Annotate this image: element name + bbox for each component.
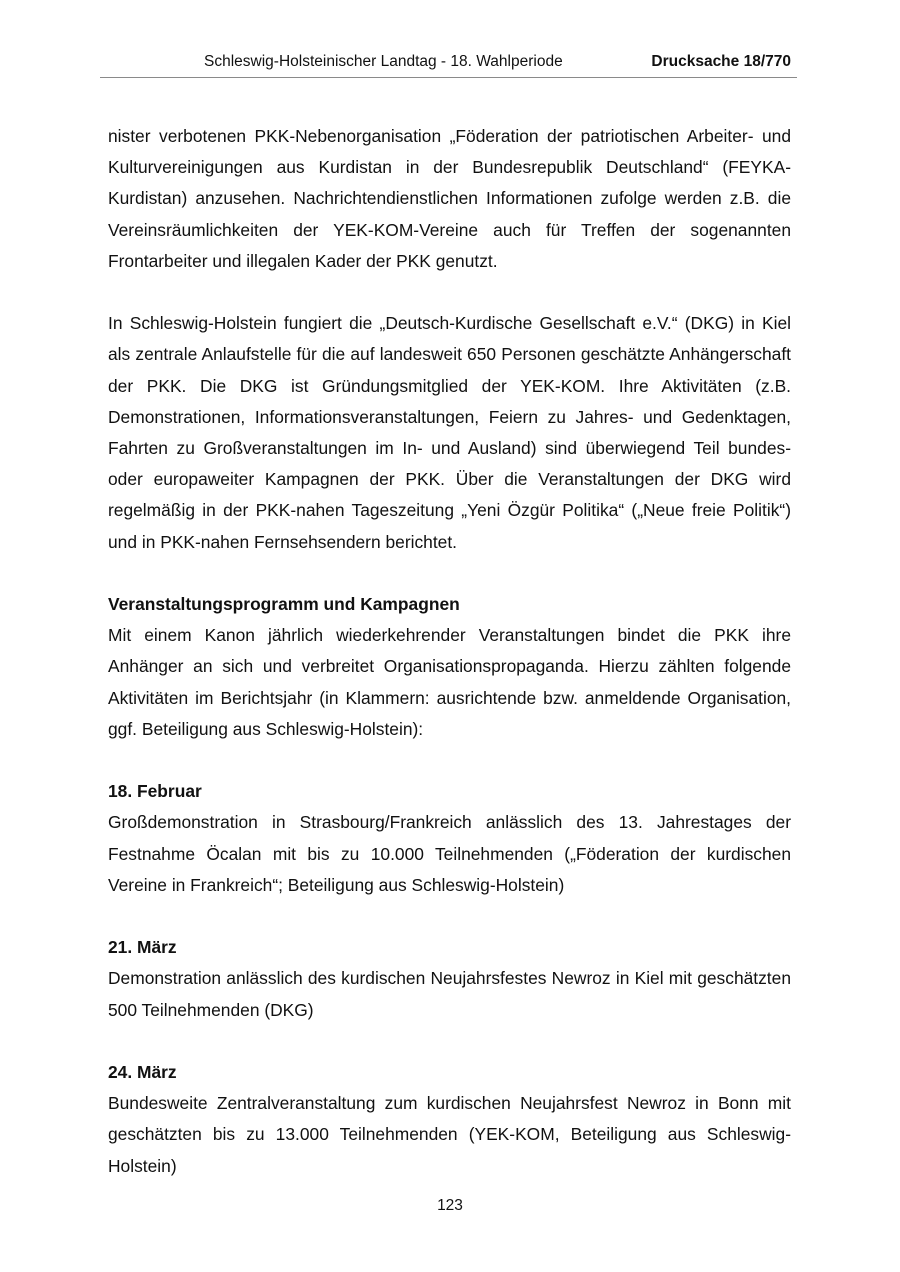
- paragraph-gap: [108, 901, 791, 932]
- paragraph-gap: [108, 558, 791, 589]
- event-description: Bundesweite Zentralveranstaltung zum kurdischen Neujahrsfest Newroz in Bonn mit geschätzten bis zu 13.000 Teilnehmenden (YEK-KOM, Beteiligung aus Schleswig-Holstein): [108, 1093, 791, 1176]
- paragraph-gap: [108, 745, 791, 776]
- section-heading: Veranstaltungsprogramm und Kampagnen: [108, 594, 460, 615]
- page-number: 123: [437, 1197, 463, 1214]
- paragraph: Mit einem Kanon jährlich wiederkehrender Veranstaltungen bindet die PKK ihre Anhänger an sich und verbreitet Organisationspropaganda. Hierzu zählten folgende Aktivitäten im Berichtsjahr (in Klammern: ausrichtende bzw. anmeldende Organisation, ggf. Beteiligung aus Schleswig-Holstein):: [108, 625, 791, 739]
- event-date: 21. März: [108, 937, 177, 958]
- paragraph: nister verbotenen PKK-Nebenorganisation „Föderation der patriotischen Arbeiter- und Kulturvereinigungen aus Kurdistan in der Bundesrepublik Deutschland“ (FEYKA-Kurdistan) anzusehen. Nachrichtendienstlichen Informationen zufolge werden z.B. die Vereinsräumlichkeiten der YEK-KOM-Vereine auch für Treffen der sogenannten Frontarbeiter und illegalen Kader der PKK genutzt.: [108, 126, 791, 271]
- paragraph-gap: [108, 1026, 791, 1057]
- event-description: Demonstration anlässlich des kurdischen Neujahrsfestes Newroz in Kiel mit geschätzten 500 Teilnehmenden (DKG): [108, 968, 791, 1020]
- header-title: Schleswig-Holsteinischer Landtag - 18. Wahlperiode: [204, 53, 563, 70]
- event-date: 18. Februar: [108, 781, 202, 802]
- document-number: Drucksache 18/770: [651, 53, 791, 70]
- paragraph-gap: [108, 277, 791, 308]
- document-body: [108, 121, 791, 1182]
- page-header: [100, 50, 797, 78]
- paragraph: In Schleswig-Holstein fungiert die „Deutsch-Kurdische Gesellschaft e.V.“ (DKG) in Kiel als zentrale Anlaufstelle für die auf landesweit 650 Personen geschätzte Anhängerschaft der PKK. Die DKG ist Gründungsmitglied der YEK-KOM. Ihre Aktivitäten (z.B. Demonstrationen, Informationsveranstaltungen, Feiern zu Jahres- und Gedenktagen, Fahrten zu Großveranstaltungen im In- und Ausland) sind überwiegend Teil bundes- oder europaweiter Kampagnen der PKK. Über die Veranstaltungen der DKG wird regelmäßig in der PKK-nahen Tageszeitung „Yeni Özgür Politika“ („Neue freie Politik“) und in PKK-nahen Fernsehsendern berichtet.: [108, 313, 791, 552]
- event-description: Großdemonstration in Strasbourg/Frankreich anlässlich des 13. Jahrestages der Festnahme Öcalan mit bis zu 10.000 Teilnehmenden („Föderation der kurdischen Vereine in Frankreich“; Beteiligung aus Schleswig-Holstein): [108, 812, 791, 895]
- event-date: 24. März: [108, 1062, 177, 1083]
